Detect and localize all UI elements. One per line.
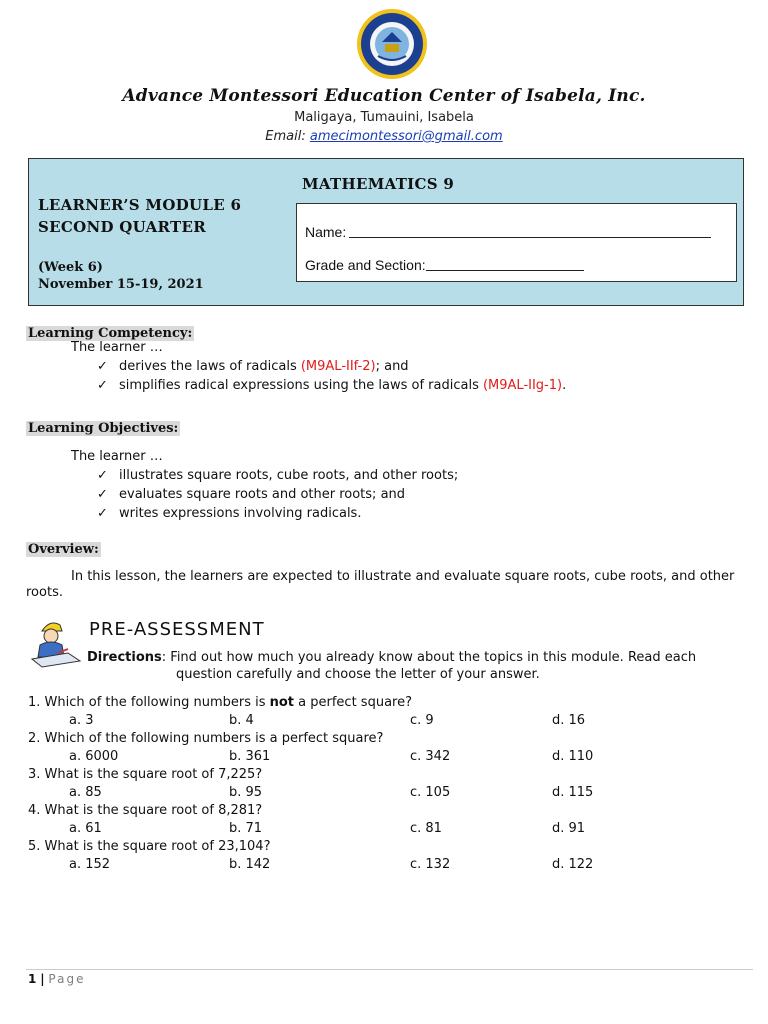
footer-separator: | — [40, 972, 45, 986]
competency-item: ✓ simplifies radical expressions using the laws of radicals (M9AL-IIg-1). — [97, 378, 567, 393]
choice-d[interactable]: d. 110 — [552, 749, 594, 764]
choice-b[interactable]: b. 361 — [229, 749, 271, 764]
choice-c[interactable]: c. 81 — [410, 821, 442, 836]
page-word: Page — [48, 972, 86, 986]
student-writing-clipart — [28, 617, 82, 669]
choice-c[interactable]: c. 105 — [410, 785, 451, 800]
school-address: Maligaya, Tumauini, Isabela — [294, 110, 474, 125]
competency-code: (M9AL-IIg-1) — [482, 378, 563, 393]
choice-a[interactable]: a. 152 — [69, 857, 111, 872]
check-mark-icon: ✓ — [97, 506, 108, 521]
choice-b[interactable]: b. 142 — [229, 857, 271, 872]
choice-c[interactable]: c. 132 — [410, 857, 451, 872]
directions-label: Directions — [87, 650, 162, 665]
objective-item: ✓ illustrates square roots, cube roots, and other roots; — [97, 468, 459, 483]
objectives-heading: Learning Objectives: — [28, 421, 179, 436]
choice-a[interactable]: a. 3 — [69, 713, 94, 728]
objectives-intro: The learner … — [71, 449, 163, 464]
check-mark-icon: ✓ — [97, 359, 108, 374]
choice-a[interactable]: a. 6000 — [69, 749, 119, 764]
objective-item: ✓ writes expressions involving radicals. — [97, 506, 362, 521]
question-stem: 1. Which of the following numbers is not a perfect square? — [28, 695, 412, 710]
overview-text-end: roots. — [26, 585, 63, 600]
school-email — [0, 129, 768, 144]
choice-b[interactable]: b. 95 — [229, 785, 263, 800]
question-stem: 2. Which of the following numbers is a perfect square? — [28, 731, 384, 746]
directions-text-end: question carefully and choose the letter of your answer. — [176, 667, 540, 682]
page-footer — [28, 972, 85, 986]
overview-heading: Overview: — [28, 542, 99, 557]
choice-c[interactable]: c. 342 — [410, 749, 451, 764]
question-stem: 3. What is the square root of 7,225? — [28, 767, 263, 782]
module-title: LEARNER’S MODULE 6 — [38, 196, 242, 214]
date-range: November 15-19, 2021 — [38, 277, 204, 292]
choice-c[interactable]: c. 9 — [410, 713, 434, 728]
page-number: 1 — [28, 972, 37, 986]
pre-assessment-title: PRE-ASSESSMENT — [89, 619, 265, 640]
check-mark-icon: ✓ — [97, 378, 108, 393]
choice-d[interactable]: d. 115 — [552, 785, 594, 800]
choice-d[interactable]: d. 91 — [552, 821, 586, 836]
choice-d[interactable]: d. 16 — [552, 713, 586, 728]
week-label: (Week 6) — [38, 260, 103, 275]
quarter-title: SECOND QUARTER — [38, 218, 206, 236]
check-mark-icon: ✓ — [97, 487, 108, 502]
objective-item: ✓ evaluates square roots and other roots; and — [97, 487, 406, 502]
grade-section-field[interactable] — [426, 270, 584, 271]
overview-text: In this lesson, the learners are expected to illustrate and evaluate square roots, cube roots, and other — [71, 569, 735, 584]
directions-text: Directions: Find out how much you already know about the topics in this module. Read each — [87, 650, 697, 665]
grade-section-label: Grade and Section: — [305, 257, 426, 273]
choice-d[interactable]: d. 122 — [552, 857, 594, 872]
competency-code: (M9AL-IIf-2) — [300, 359, 376, 374]
question-stem: 5. What is the square root of 23,104? — [28, 839, 271, 854]
check-mark-icon: ✓ — [97, 468, 108, 483]
question-stem: 4. What is the square root of 8,281? — [28, 803, 263, 818]
email-link[interactable]: amecimontessori@gmail.com — [309, 129, 503, 144]
competency-heading: Learning Competency: — [28, 326, 193, 341]
school-name: Advance Montessori Education Center of Isabela, Inc. — [122, 86, 646, 106]
competency-item: ✓ derives the laws of radicals (M9AL-IIf-2); and — [97, 359, 409, 374]
email-label: Email: — [265, 129, 306, 144]
footer-divider — [26, 969, 753, 970]
choice-b[interactable]: b. 71 — [229, 821, 263, 836]
choice-a[interactable]: a. 85 — [69, 785, 102, 800]
competency-intro: The learner … — [71, 340, 163, 355]
name-field[interactable] — [349, 237, 711, 238]
school-seal-logo — [356, 8, 428, 80]
choice-a[interactable]: a. 61 — [69, 821, 102, 836]
subject-title: MATHEMATICS 9 — [302, 175, 455, 193]
name-label: Name: — [305, 224, 347, 240]
choice-b[interactable]: b. 4 — [229, 713, 254, 728]
